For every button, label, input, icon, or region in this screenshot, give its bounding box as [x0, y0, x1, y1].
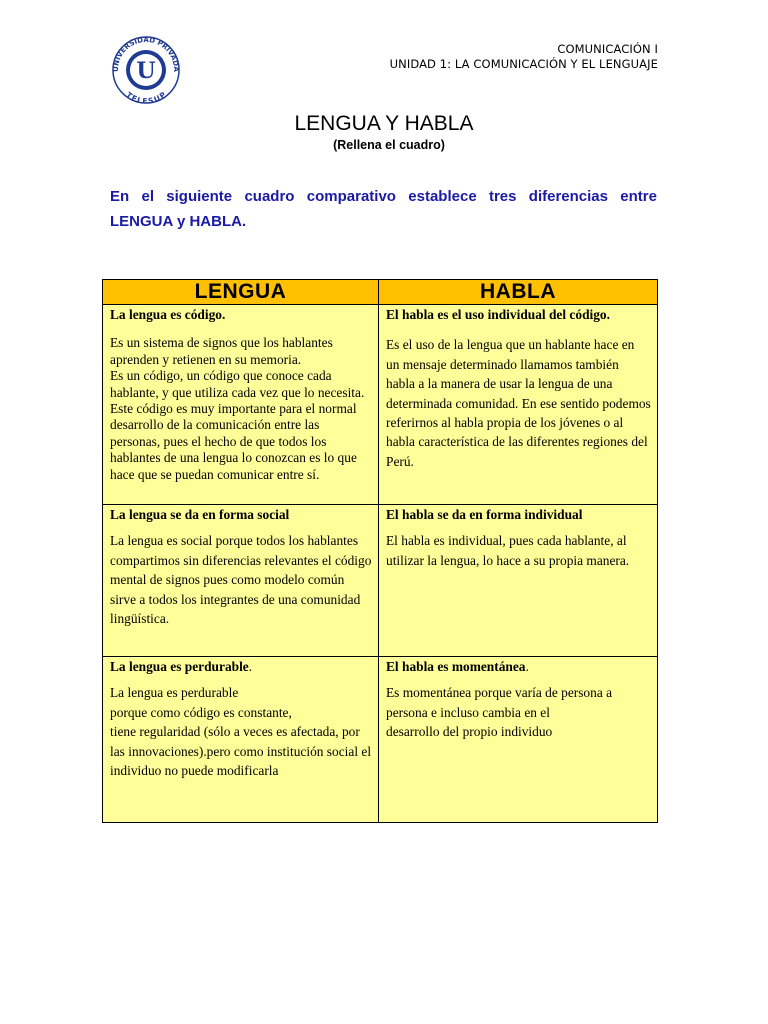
- page-header: [390, 42, 658, 72]
- habla-cell-heading: El habla es momentánea.: [386, 659, 529, 674]
- university-logo: [106, 34, 186, 104]
- column-header-lengua: LENGUA: [103, 280, 379, 305]
- habla-cell: [379, 505, 658, 657]
- page-title: LENGUA Y HABLA: [294, 112, 474, 135]
- habla-cell-heading: El habla se da en forma individual: [386, 507, 583, 522]
- lengua-cell-text: La lengua es perdurable porque como código es constante, tiene regularidad (sólo a veces es afectada, por las innovaciones).pero como institución social el individuo no puede modificarla: [110, 685, 372, 779]
- habla-cell-text: Es el uso de la lengua que un hablante hace en un mensaje determinado llamamos también habla a la manera de usar la lengua de una determinada comunidad. En ese sentido podemos referirnos al habla propia de los jóvenes o al habla característica de las diferentes regiones del Perú.: [386, 337, 651, 469]
- lengua-cell-heading: La lengua se da en forma social: [110, 507, 290, 522]
- table-row: [103, 657, 658, 823]
- lengua-cell-text: La lengua es social porque todos los hablantes compartimos sin diferencias relevantes el código mental de signos pues como modelo común sirve a todos los integrantes de una comunidad lingüística.: [110, 533, 372, 627]
- table-row: [103, 505, 658, 657]
- logo-top-text: UNIVERSIDAD PRIVADA: [111, 35, 181, 73]
- lengua-cell: [103, 657, 379, 823]
- habla-cell-heading: El habla es el uso individual del código.: [386, 307, 610, 322]
- lengua-cell-heading: La lengua es código.: [110, 307, 226, 322]
- lengua-cell: [103, 305, 379, 505]
- logo-monogram: U: [136, 58, 156, 84]
- university-seal-icon: [106, 34, 186, 104]
- habla-cell-text: Es momentánea porque varía de persona a persona e incluso cambia en el desarrollo del propio individuo: [386, 685, 613, 740]
- course-name: COMUNICACIÓN I: [557, 42, 658, 56]
- habla-cell-text: El habla es individual, pues cada hablante, al utilizar la lengua, lo hace a su propia manera.: [386, 533, 630, 568]
- logo-bottom-text: TELESUP: [124, 90, 168, 104]
- habla-cell: [379, 657, 658, 823]
- lengua-cell-text: Es un sistema de signos que los hablantes aprenden y retienen en su memoria. Es un código, un código que conoce cada hablante, y que utiliza cada vez que lo necesita. Este código es muy importante para el normal desarrollo de la comunicación entre las personas, pues el hecho de que todos los hablantes de una lengua lo conozcan es lo que hace que se puedan comunicar entre sí.: [110, 335, 365, 482]
- lengua-cell-heading: La lengua es perdurable.: [110, 659, 253, 674]
- comparison-table: [102, 279, 658, 823]
- lengua-cell: [103, 505, 379, 657]
- table-row: [103, 305, 658, 505]
- unit-name: UNIDAD 1: LA COMUNICACIÓN Y EL LENGUAJE: [389, 57, 658, 71]
- table-header-row: [103, 280, 658, 305]
- column-header-habla: HABLA: [379, 280, 658, 305]
- instruction-text: En el siguiente cuadro comparativo establece tres diferencias entre LENGUA y HABLA.: [110, 188, 657, 230]
- page-subtitle: (Rellena el cuadro): [333, 138, 445, 152]
- habla-cell: [379, 305, 658, 505]
